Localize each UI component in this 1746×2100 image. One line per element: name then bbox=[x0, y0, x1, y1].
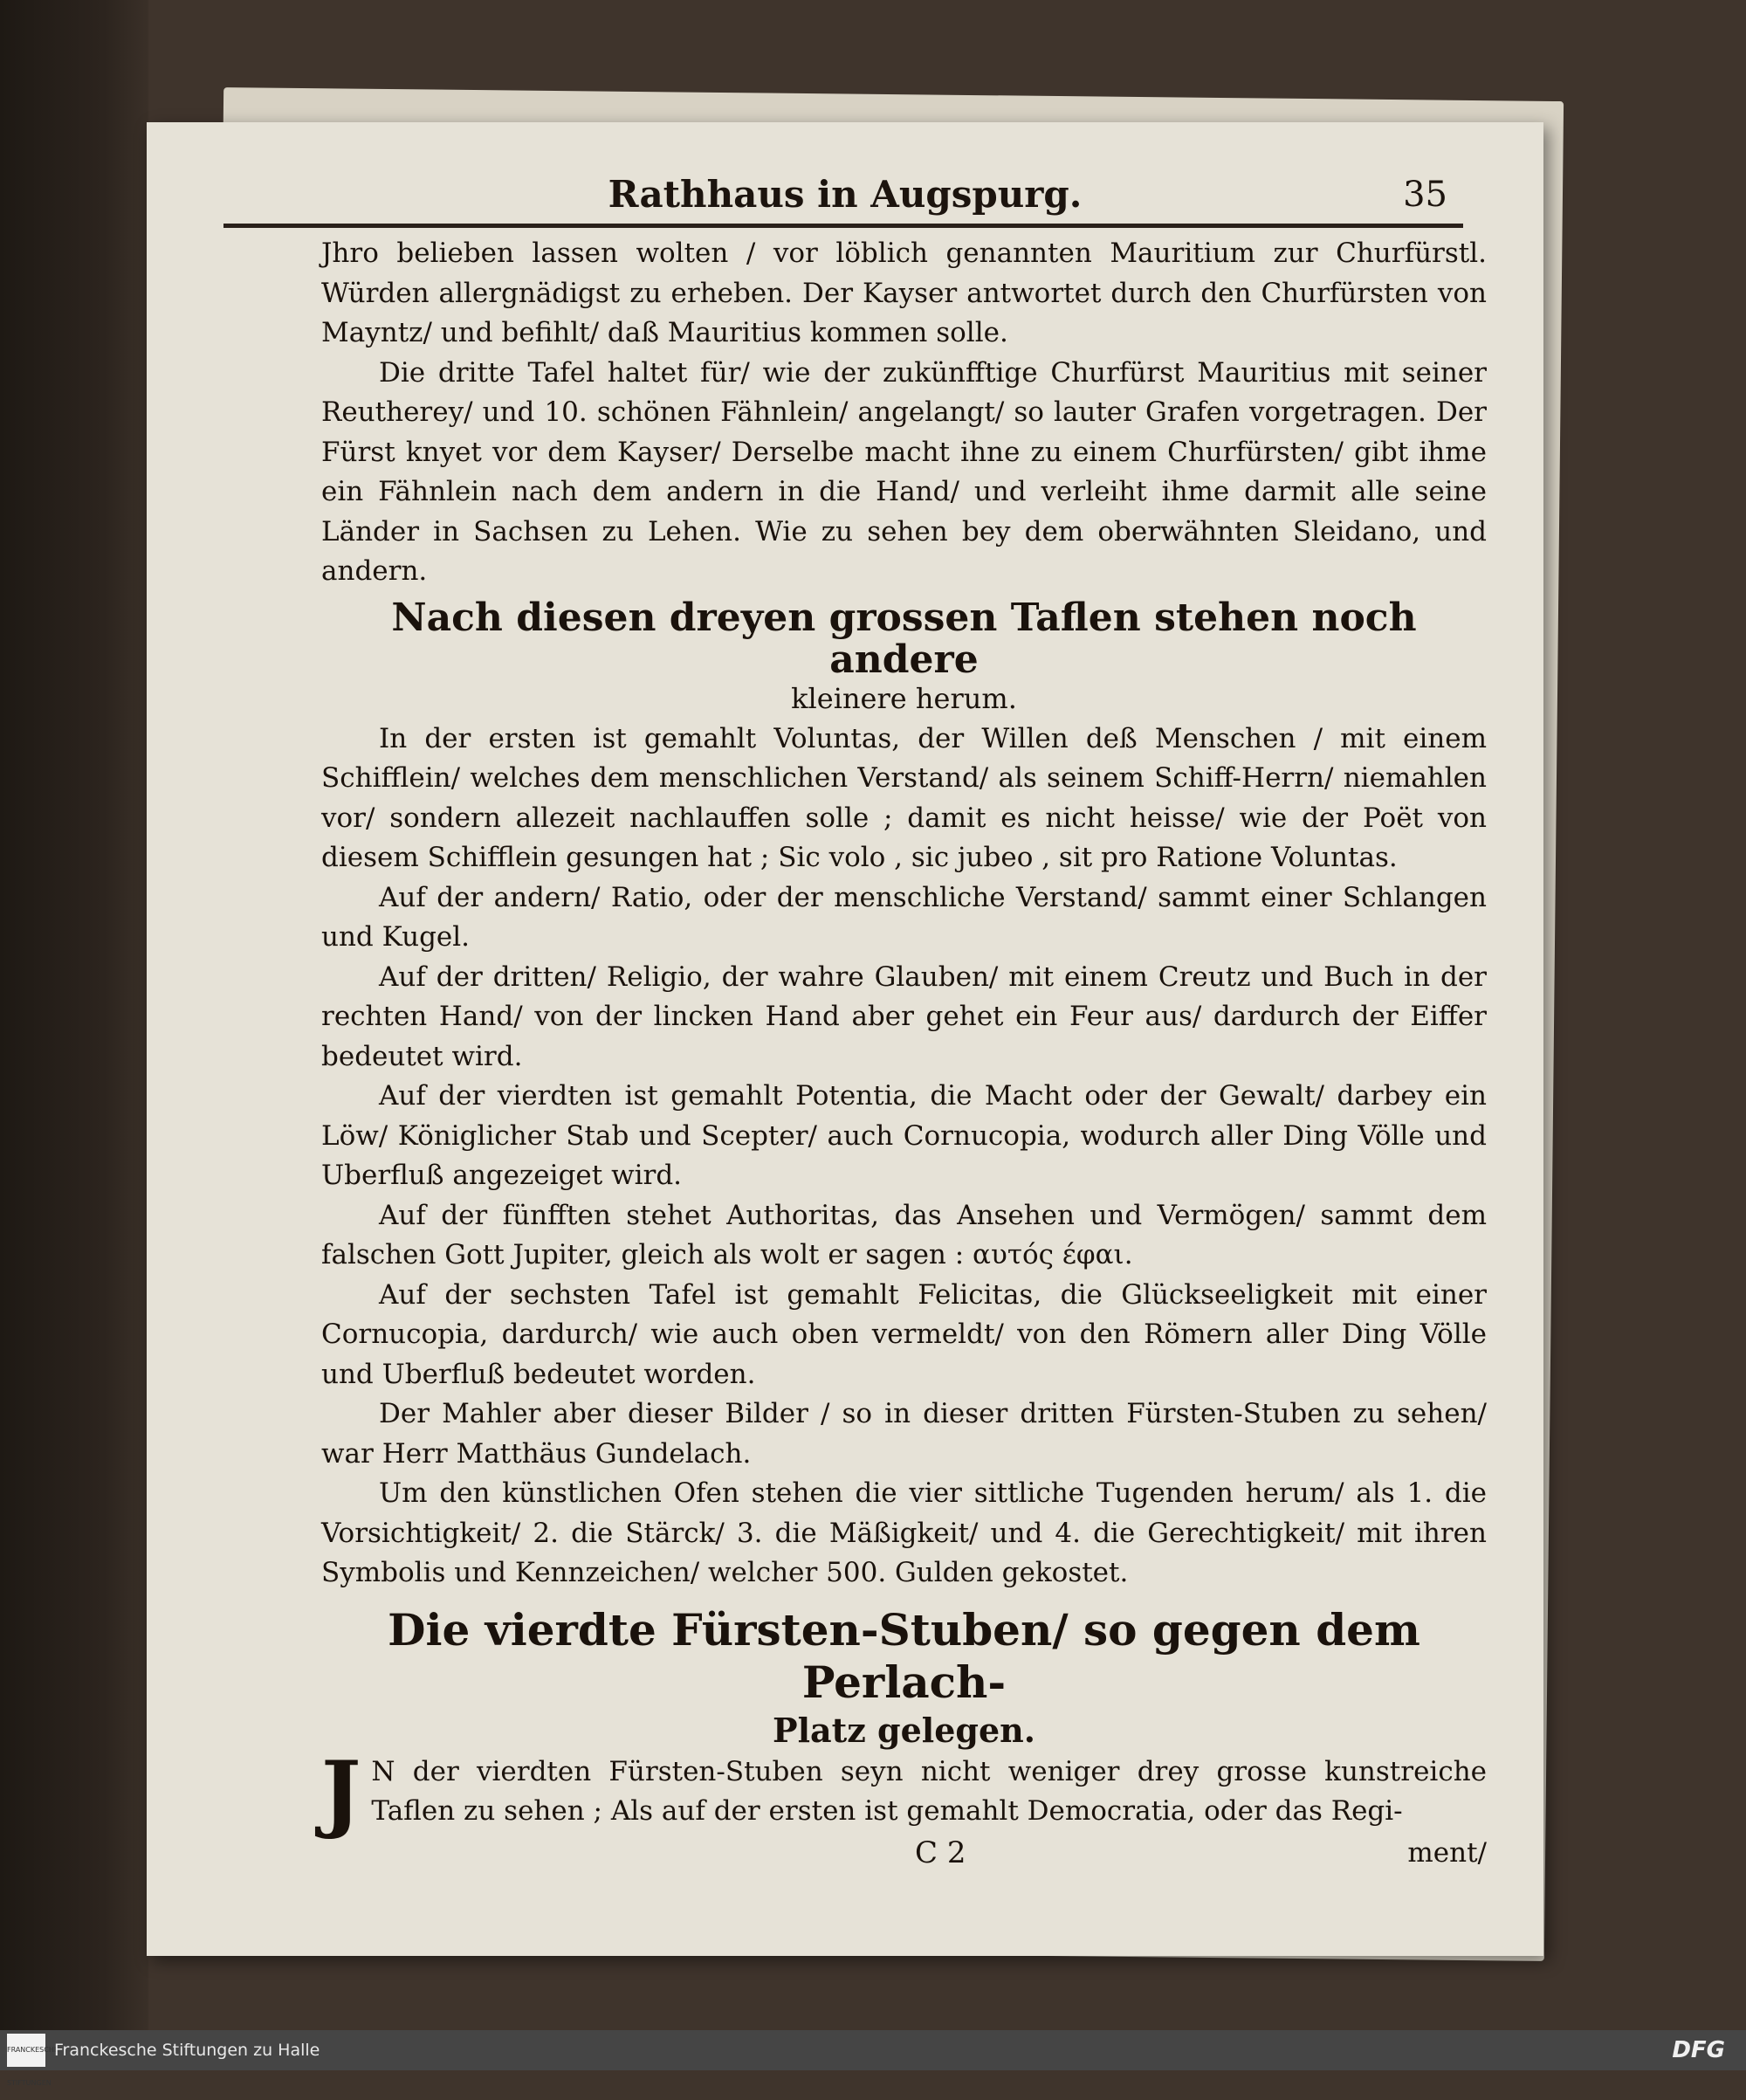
paragraph: In der ersten ist gemahlt Voluntas, der Willen deß Menschen / mit einem Schifflein/ welches dem menschlichen Verstand/ als seinem Schiff-Herrn/ niemahlen vor/ sondern allezeit nachlauffen solle ; damit es nicht heisse/ wie der Poët von diesem Schifflein gesungen hat ; Sic volo , sic jubeo , sit pro Ratione Voluntas. bbox=[321, 722, 1487, 873]
dfg-logo: DFG bbox=[1672, 2037, 1725, 2063]
paragraph: Der Mahler aber dieser Bilder / so in dieser dritten Fürsten-Stuben zu sehen/ war Herr Matthäus Gundelach. bbox=[321, 1398, 1487, 1470]
paragraph-text: N der vierdten Fürsten-Stuben seyn nicht weniger drey grosse kunstreiche Taflen zu sehen ; Als auf der ersten ist gemahlt Democratia, oder das Regi- bbox=[371, 1755, 1487, 1827]
institution-logo: FRANCKESCHE STIFTUNGEN bbox=[7, 2034, 45, 2067]
paragraph: Auf der sechsten Tafel ist gemahlt Felicitas, die Glückseeligkeit mit einer Cornucopia, dardurch/ wie auch oben vermeldt/ von den Römern aller Ding Völle und Uberfluß bedeutet worden. bbox=[321, 1278, 1487, 1390]
subheading: Nach diesen dreyen grossen Taflen stehen noch andere bbox=[391, 595, 1417, 682]
paragraph: Auf der dritten/ Religio, der wahre Glauben/ mit einem Creutz und Buch in der rechten Hand/ von der lincken Hand aber gehet ein Feur aus/ dardurch der Eiffer bedeutet wird. bbox=[321, 960, 1487, 1072]
paragraph: Jhro belieben lassen wolten / vor löblich genannten Mauritium zur Churfürstl. Würden allergnädigst zu erheben. Der Kayser antwortet durch den Churfürsten von Mayntz/ und befihlt/ daß Mauritius kommen solle. bbox=[321, 238, 1487, 348]
scan-background-left bbox=[0, 0, 148, 2030]
book-page bbox=[147, 122, 1543, 1956]
paragraph: Die dritte Tafel haltet für/ wie der zukünfftige Churfürst Mauritius mit seiner Reutherey/ und 10. schönen Fähnlein/ angelangt/ so lauter Grafen vorgetragen. Der Fürst knyet vor dem Kayser/ Derselbe macht ihne zu einem Churfürsten/ gibt ihme ein Fähnlein nach dem andern in die Hand/ und verleiht ihme darmit alle seine Länder in Sachsen zu Lehen. Wie zu sehen bey dem oberwähnten Sleidano, und andern. bbox=[321, 356, 1487, 587]
paragraph: Auf der fünfften stehet Authoritas, das Ansehen und Vermögen/ sammt dem falschen Gott Jupiter, gleich als wolt er sagen : αυτός έφαι. bbox=[321, 1199, 1487, 1270]
page-foot-line bbox=[321, 1834, 1487, 1874]
decorated-initial: J bbox=[321, 1742, 361, 1842]
subheading-continuation: kleinere herum. bbox=[791, 681, 1017, 715]
paragraph: Auf der andern/ Ratio, oder der menschliche Verstand/ sammt einer Schlangen und Kugel. bbox=[321, 881, 1487, 953]
institution-name: Franckesche Stiftungen zu Halle bbox=[54, 2041, 320, 2060]
viewer-footer-bar bbox=[0, 2030, 1746, 2087]
catchword: ment/ bbox=[1407, 1836, 1487, 1869]
page-text bbox=[321, 234, 1487, 1873]
paragraph: Auf der vierdten ist gemahlt Potentia, die Macht oder der Gewalt/ darbey ein Löw/ Königlicher Stab und Scepter/ auch Cornucopia, wodurch aller Ding Völle und Uberfluß angezeiget wird. bbox=[321, 1080, 1487, 1191]
paragraph: Um den künstlichen Ofen stehen die vier sittliche Tugenden herum/ als 1. die Vorsichtigkeit/ 2. die Stärck/ 3. die Mäßigkeit/ und 4. die Gerechtigkeit/ mit ihren Symbolis und Kennzeichen/ welcher 500. Gulden gekostet. bbox=[321, 1477, 1487, 1588]
paragraph-with-initial bbox=[321, 1742, 1487, 1842]
page-number: 35 bbox=[1403, 175, 1447, 215]
section-heading-continuation: Platz gelegen. bbox=[773, 1710, 1035, 1750]
header-rule bbox=[223, 224, 1463, 228]
section-heading: Die vierdte Fürsten-Stuben/ so gegen dem Perlach- bbox=[388, 1603, 1420, 1708]
running-title: Rathhaus in Augspurg. bbox=[608, 173, 1083, 216]
signature-mark: C 2 bbox=[915, 1835, 966, 1870]
